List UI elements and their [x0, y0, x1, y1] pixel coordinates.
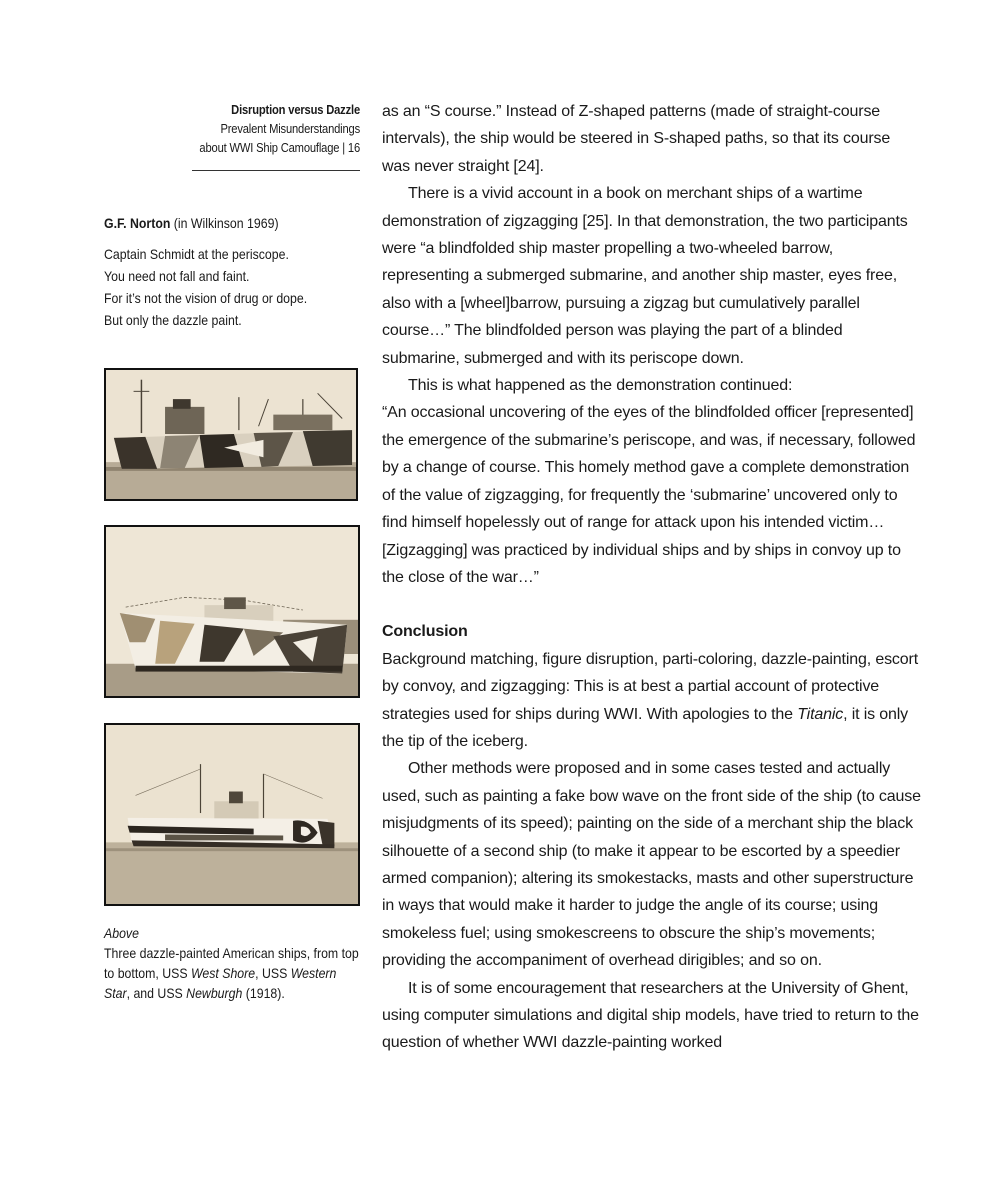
caption-label: Above	[104, 925, 139, 941]
header-rule	[192, 170, 360, 171]
caption-ship-name: West Shore	[190, 965, 256, 981]
dazzle-ship-photo-western-star	[104, 525, 360, 698]
paragraph: as an “S course.” Instead of Z-shaped patterns (made of straight-course intervals), the ship would be steered in S-shaped paths, so that its course was never straight [24].	[382, 103, 891, 175]
block-quote: “An occasional uncovering of the eyes of the blindfolded officer [represented] the emergence of the submarine’s periscope, and was, if necessary, followed by a change of course. This homely method gave a complete demonstration of the value of zigzagging, for frequently the ‘submarine’ uncovered only to find himself hopelessly out of range for attack upon his intended victim…[Zigzagging] was practiced by individual ships and by ships in convoy up to the close of the war…”	[382, 404, 916, 586]
sidebar	[104, 100, 360, 1001]
caption-ship-name: Newburgh	[186, 985, 243, 1001]
paragraph-part: Background matching, figure disruption, parti-coloring, dazzle-painting, escort by convoy, and zigzagging: This is at best a partial account of protective strategies used for ships during WWI. With apologies to the	[382, 650, 918, 723]
caption-text-part: , and USS	[126, 985, 187, 1001]
caption-text-part: (1918).	[242, 985, 285, 1001]
paragraph-part: , it is only the tip of the iceberg.	[382, 705, 909, 750]
poem-line: But only the dazzle paint.	[104, 312, 242, 328]
caption-ship-name: Western Star	[104, 965, 337, 1001]
poem-author: G.F. Norton	[104, 215, 171, 231]
figure-caption	[104, 923, 359, 1003]
paragraph: It is of some encouragement that researchers at the University of Ghent, using computer simulations and digital ship models, have tried to return to the question of whether WWI dazzle-painting worked	[382, 979, 919, 1052]
dazzle-ship-photo-west-shore	[104, 368, 358, 501]
poem-line: You need not fall and faint.	[104, 268, 250, 284]
poem-line: Captain Schmidt at the periscope.	[104, 246, 289, 262]
running-head-title: Disruption versus Dazzle	[231, 102, 360, 117]
dazzle-ship-photo-newburgh	[104, 723, 360, 906]
running-head-subtitle-2: about WWI Ship Camouflage | 16	[199, 140, 360, 155]
paragraph: There is a vivid account in a book on merchant ships of a wartime demonstration of zigzagging [25]. In that demonstration, the two participants were “a blindfolded ship master propelling a two-wheeled barrow, representing a submerged submarine, and another ship master, eyes free, also with a [wheel]barrow, pursuing a zigzag but cumulatively parallel course…” The blindfolded person was playing the part of a blinded submarine, submerged and with its periscope down.	[382, 185, 908, 367]
caption-text-part: , USS	[255, 965, 291, 981]
poem-source: (in Wilkinson 1969)	[170, 215, 279, 231]
running-head-subtitle-1: Prevalent Misunderstandings	[220, 121, 360, 136]
caption-text	[104, 943, 359, 1003]
poem-attribution	[104, 212, 359, 234]
poem-line: For it’s not the vision of drug or dope.	[104, 290, 308, 306]
poem	[104, 212, 359, 331]
paragraph: Other methods were proposed and in some cases tested and actually used, such as painting a fake bow wave on the front side of the ship (to cause misjudgments of its speed); painting on the side of a merchant ship the black silhouette of a second ship (to make it appear to be escorted by a speedier armed companion); altering its smokestacks, masts and other superstructure in ways that would make it harder to judge the angle of its course; using smokeless fuel; using smokescreens to obscure the ship’s movements; providing the accompaniment of overhead dirigibles; and so on.	[382, 760, 921, 970]
section-heading: Conclusion	[382, 623, 468, 641]
caption-text-part: Three dazzle-painted American ships, from top to bottom, USS	[104, 945, 359, 981]
paragraph	[382, 646, 922, 756]
italic-title: Titanic	[797, 705, 844, 723]
paragraph: This is what happened as the demonstration continued:	[408, 377, 793, 395]
running-head	[140, 100, 360, 157]
main-text	[382, 98, 922, 1057]
